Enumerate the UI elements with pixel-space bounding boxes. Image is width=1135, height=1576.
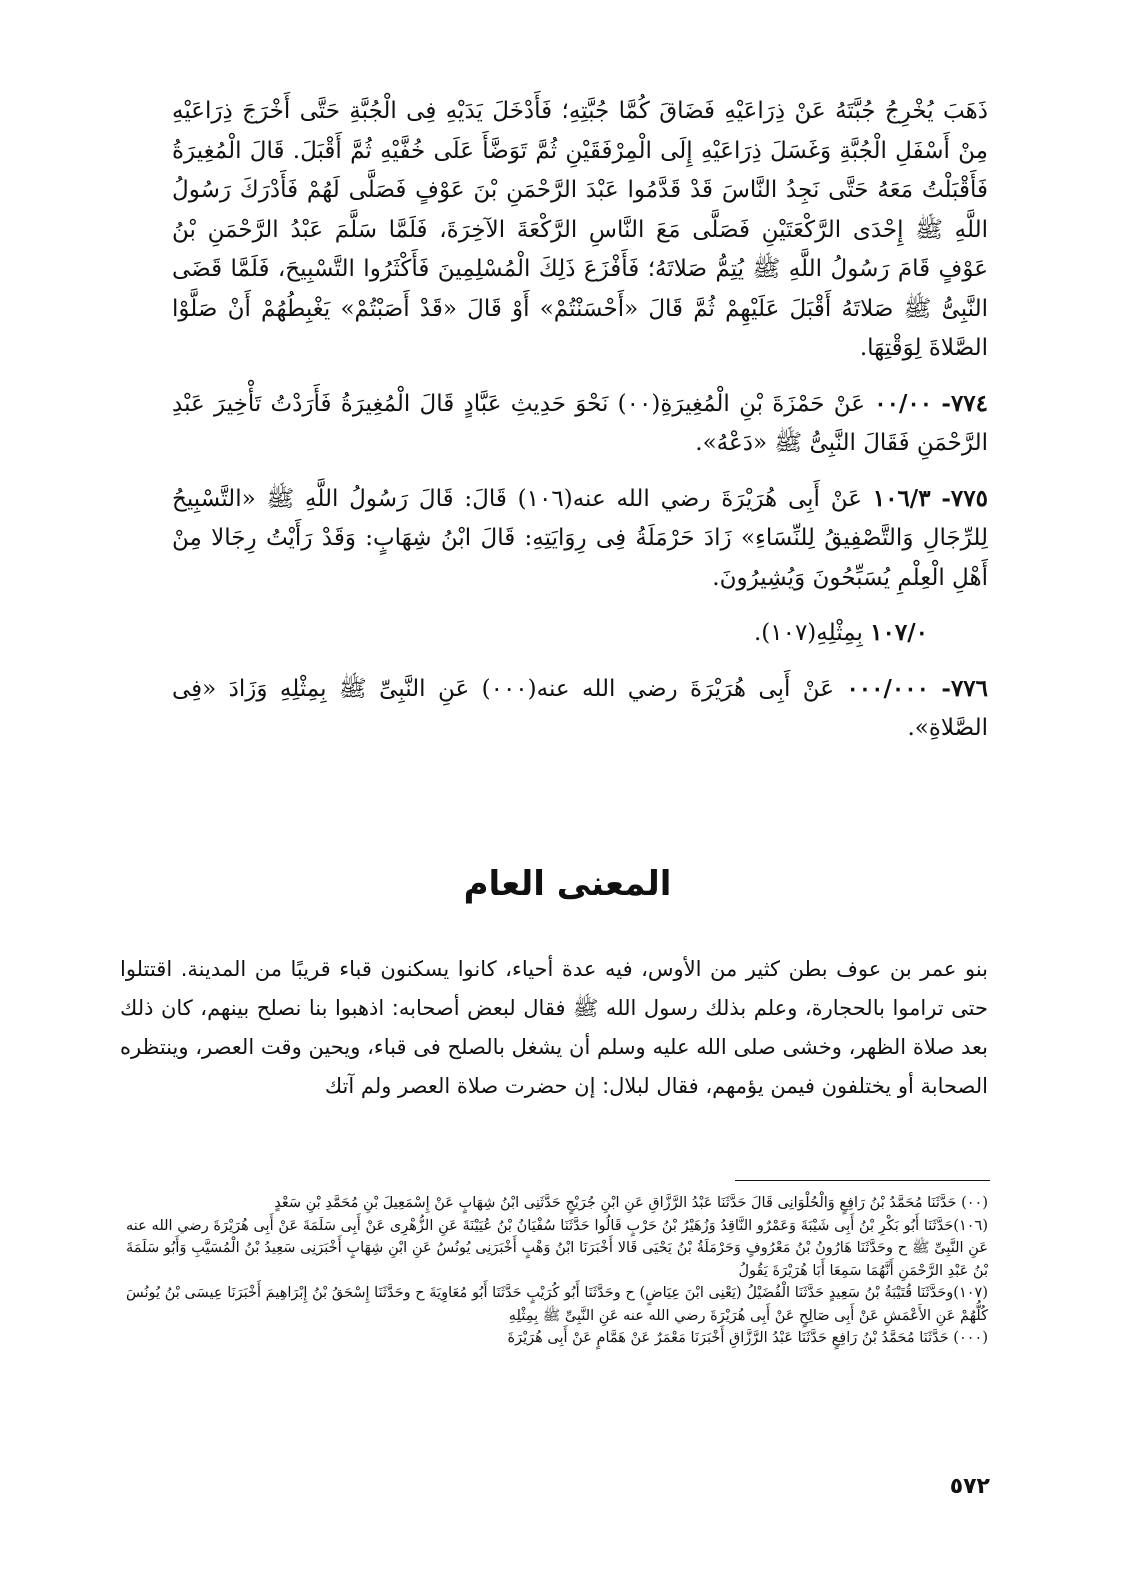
footnote: (٠٠) حَدَّثَنَا مُحَمَّدُ بْنُ رَافِعٍ وَالْحُلْوَانِى قَالَ حَدَّثَنَا عَبْدُ الرَّزَّاقِ عَنِ ابْنِ جُرَيْجٍ حَدَّثَنِى ابْنُ شِهَابٍ عَنْ إِسْمَعِيلَ بْنِ مُحَمَّدِ بْنِ سَعْدٍ [274, 1195, 988, 1211]
hadith-marker: ٠٠/٠٠ [874, 389, 933, 417]
hadith-774 [172, 384, 988, 464]
hadith-775 [172, 479, 988, 599]
footnote: (١٠٧)وحَدَّثَنَا قُتَيْبَةُ بْنُ سَعِيدٍ حَدَّثَنَا الْفُضَيْلُ (يَعْنِى ابْنَ عِيَاضٍ) ح وحَدَّثَنَا أَبُو كُرَيْبٍ حَدَّثَنَا أَبُو مُعَاوِيَةَ ح وحَدَّثَنَا إِسْحَقُ بْنُ إِبْرَاهِيمَ أَخْبَرَنَا عِيسَى بْنُ يُونُسَ كُلُّهُمْ عَنِ الأَعْمَشِ عَنْ أَبِى صَالِحٍ عَنْ أَبِى هُرَيْرَةَ رضي الله عنه عَنِ النَّبِىِّ ﷺ بِمِثْلِهِ [126, 1285, 988, 1324]
hadith-number: ٧٧٤- [941, 389, 989, 417]
hadith-body: بِمِثْلِهِ(١٠٧). [753, 620, 863, 646]
footnote-divider [735, 1180, 990, 1181]
section-heading: المعنى العام [463, 864, 672, 904]
footnotes [126, 1192, 988, 1350]
hadith-776 [172, 669, 988, 749]
footnote: (٠٠٠) حَدَّثَنَا مُحَمَّدُ بْنُ رَافِعٍ حَدَّثَنَا عَبْدُ الرَّزَّاقِ أَخْبَرَنَا مَعْمَرٌ عَنْ هَمَّامٍ عَنْ أَبِى هُرَيْرَةَ [507, 1330, 988, 1346]
hadith-marker: ١٠٧/٠ [870, 619, 928, 646]
hadith-number: ٧٧٥- [941, 484, 988, 512]
hadith-text-block [172, 92, 988, 764]
page-number: ٥٧٢ [949, 1474, 990, 1499]
hadith-body: عَنْ أَبِى هُرَيْرَةَ رضي الله عنه(١٠٦) قَالَ: قَالَ رَسُولُ اللَّهِ ﷺ «التَّسْبِيحُ لِلرِّجَالِ وَالتَّصْفِيقُ لِلنِّسَاءِ» زَادَ حَرْمَلَةُ فِى رِوَايَتِهِ: قَالَ ابْنُ شِهَابٍ: وَقَدْ رَأَيْتُ رِجَالا مِنْ أَهْلِ الْعِلْمِ يُسَبِّحُونَ وَيُشِيرُونَ. [172, 485, 988, 591]
footnote: (١٠٦)حَدَّثَنَا أَبُو بَكْرِ بْنُ أَبِى شَيْبَةَ وَعَمْرٌو النَّاقِدُ وَزُهَيْرُ بْنُ حَرْبٍ قَالُوا حَدَّثَنَا سُفْيَانُ بْنُ عُيَيْنَةَ عَنِ الزُّهْرِى عَنْ أَبِى سَلَمَةَ عَنْ أَبِى هُرَيْرَةَ رضي الله عنه عَنِ النَّبِىِّ ﷺ ح وحَدَّثَنَا هَارُونُ بْنُ مَعْرُوفٍ وَحَرْمَلَةُ بْنُ يَحْيَى قَالا أَخْبَرَنَا ابْنُ وَهْبٍ أَخْبَرَنِى يُونُسُ عَنِ ابْنِ شِهَابٍ أَخْبَرَنِى سَعِيدُ بْنُ الْمُسَيَّبِ وَأَبُو سَلَمَةَ بْنُ عَبْدِ الرَّحْمَنِ أَنَّهُمَا سَمِعَا أَبَا هُرَيْرَةَ يَقُولُ [126, 1217, 988, 1279]
hadith-marker: ٠٠٠/٠٠٠ [846, 674, 929, 702]
hadith-107-variant [172, 613, 988, 654]
general-meaning-text: بنو عمر بن عوف بطن كثير من الأوس، فيه عدة أحياء، كانوا يسكنون قباء قريبًا من المدينة. اقتتلوا حتى تراموا بالحجارة، وعلم بذلك رسول الله ﷺ فقال لبعض أصحابه: اذهبوا بنا نصلح بينهم، كان ذلك بعد صلاة الظهر، وخشى صلى الله عليه وسلم أن يشغل بالصلح فى قباء، ويحين وقت العصر، وينتظره الصحابة أو يختلفون فيمن يؤمهم، فقال لبلال: إن حضرت صلاة العصر ولم آتك [120, 957, 988, 1098]
hadith-number: ٧٧٦- [941, 674, 988, 702]
hadith-body: عَنْ حَمْزَةَ بْنِ الْمُغِيرَةِ(٠٠) نَحْوَ حَدِيثِ عَبَّادٍ قَالَ الْمُغِيرَةُ فَأَرَدْتُ تَأْخِيرَ عَبْدِ الرَّحْمَنِ فَقَالَ النَّبِىُّ ﷺ «دَعْهُ». [172, 390, 988, 456]
hadith-marker: ١٠٦/٣ [872, 484, 931, 512]
hadith-body: عَنْ أَبِى هُرَيْرَةَ رضي الله عنه(٠٠٠) عَنِ النَّبِىِّ ﷺ بِمِثْلِهِ وَزَادَ «فِى الصَّلاةِ». [172, 675, 988, 741]
hadith-773-continuation: ذَهَبَ يُخْرِجُ جُبَّتَهُ عَنْ ذِرَاعَيْهِ فَضَاقَ كُمَّا جُبَّتِهِ؛ فَأَدْخَلَ يَدَيْهِ فِى الْجُبَّةِ حَتَّى أَخْرَجَ ذِرَاعَيْهِ مِنْ أَسْفَلِ الْجُبَّةِ وَغَسَلَ ذِرَاعَيْهِ إِلَى الْمِرْفَقَيْنِ ثُمَّ تَوَضَّأَ عَلَى خُفَّيْهِ ثُمَّ أَقْبَلَ. قَالَ الْمُغِيرَةُ فَأَقْبَلْتُ مَعَهُ حَتَّى نَجِدُ النَّاسَ قَدْ قَدَّمُوا عَبْدَ الرَّحْمَنِ بْنَ عَوْفٍ فَصَلَّى لَهُمْ فَأَدْرَكَ رَسُولُ اللَّهِ ﷺ إِحْدَى الرَّكْعَتَيْنِ فَصَلَّى مَعَ النَّاسِ الرَّكْعَةَ الآخِرَةَ، فَلَمَّا سَلَّمَ عَبْدُ الرَّحْمَنِ بْنُ عَوْفٍ قَامَ رَسُولُ اللَّهِ ﷺ يُتِمُّ صَلاتَهُ؛ فَأَفْزَعَ ذَلِكَ الْمُسْلِمِينَ فَأَكْثَرُوا التَّسْبِيحَ، فَلَمَّا قَضَى النَّبِىُّ ﷺ صَلاتَهُ أَقْبَلَ عَلَيْهِمْ ثُمَّ قَالَ «أَحْسَنْتُمْ» أَوْ قَالَ «قَدْ أَصَبْتُمْ» يَغْبِطُهُمْ أَنْ صَلَّوْا الصَّلاةَ لِوَقْتِهَا. [172, 98, 988, 361]
